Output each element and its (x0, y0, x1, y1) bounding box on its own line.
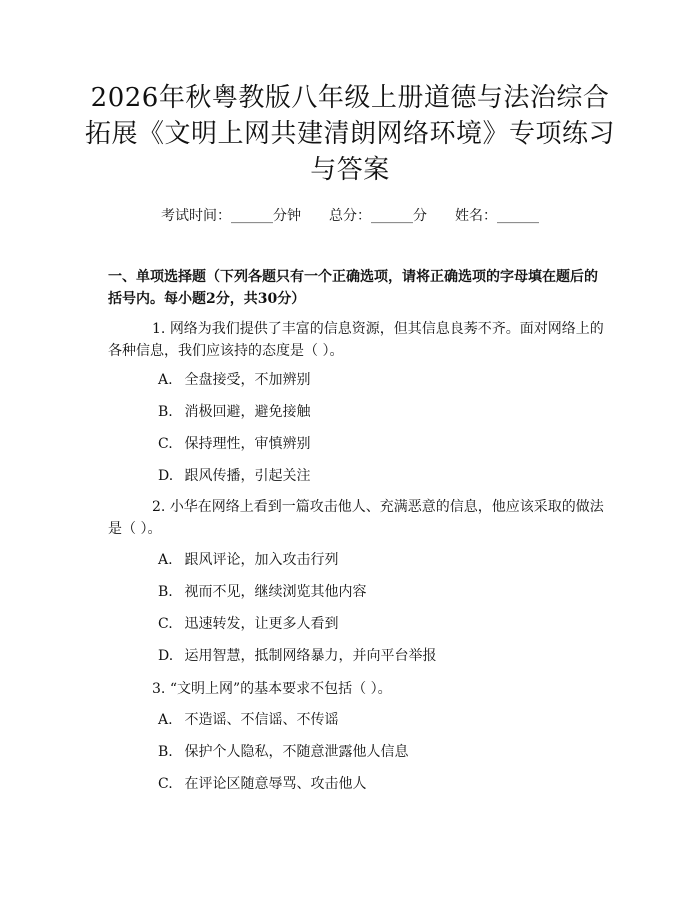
question-number: 1. (152, 321, 166, 337)
option-letter: D. (158, 648, 174, 664)
option-1d (158, 466, 598, 486)
option-text: 保持理性，审慎辨别 (184, 436, 311, 452)
question-text: 小华在网络上看到一篇攻击他人、充满恶意的信息，他应该采取的做法是（ ）。 (108, 499, 604, 537)
exam-info-line: 考试时间：______分钟 总分：______分 姓名：______ (161, 208, 539, 224)
option-text: 运用智慧，抵制网络暴力，并向平台举报 (184, 648, 437, 664)
option-letter: A. (158, 552, 173, 568)
option-letter: B. (158, 404, 173, 420)
option-2b (158, 582, 598, 602)
option-letter: A. (158, 372, 173, 388)
option-1a (158, 370, 598, 390)
document-title: 2026年秋粤教版八年级上册道德与法治综合拓展《文明上网共建清朗网络环境》专项练习与答案 (84, 83, 615, 185)
option-text: 不造谣、不信谣、不传谣 (184, 712, 339, 728)
option-letter: B. (158, 744, 173, 760)
question-text: 网络为我们提供了丰富的信息资源，但其信息良莠不齐。面对网络上的各种信息，我们应该持的态度是（ ）。 (108, 321, 604, 359)
option-letter: C. (158, 436, 173, 452)
option-3b (158, 742, 598, 762)
option-text: 视而不见，继续浏览其他内容 (184, 584, 367, 600)
option-text: 跟风传播，引起关注 (184, 468, 311, 484)
option-3a (158, 710, 598, 730)
option-text: 迅速转发，让更多人看到 (184, 616, 339, 632)
option-3c (158, 774, 598, 794)
option-text: 消极回避，避免接触 (184, 404, 311, 420)
option-text: 跟风评论，加入攻击行列 (184, 552, 339, 568)
option-letter: A. (158, 712, 173, 728)
option-letter: C. (158, 616, 173, 632)
option-letter: C. (158, 776, 173, 792)
option-2c (158, 614, 598, 634)
question-number: 2. (152, 499, 166, 515)
question-3 (108, 678, 604, 700)
option-letter: B. (158, 584, 173, 600)
option-1c (158, 434, 598, 454)
option-text: 全盘接受，不加辨别 (184, 372, 311, 388)
option-2a (158, 550, 598, 570)
option-1b (158, 402, 598, 422)
option-letter: D. (158, 468, 174, 484)
option-text: 在评论区随意辱骂、攻击他人 (184, 776, 367, 792)
question-number: 3. (152, 681, 166, 697)
option-text: 保护个人隐私，不随意泄露他人信息 (184, 744, 409, 760)
question-2 (108, 496, 604, 540)
question-1 (108, 318, 604, 362)
question-text: “文明上网”的基本要求不包括（ ）。 (169, 681, 392, 697)
section-heading-single-choice: 一、单项选择题（下列各题只有一个正确选项，请将正确选项的字母填在题后的括号内。每小题2分，共30分） (108, 269, 598, 307)
option-2d (158, 646, 598, 666)
